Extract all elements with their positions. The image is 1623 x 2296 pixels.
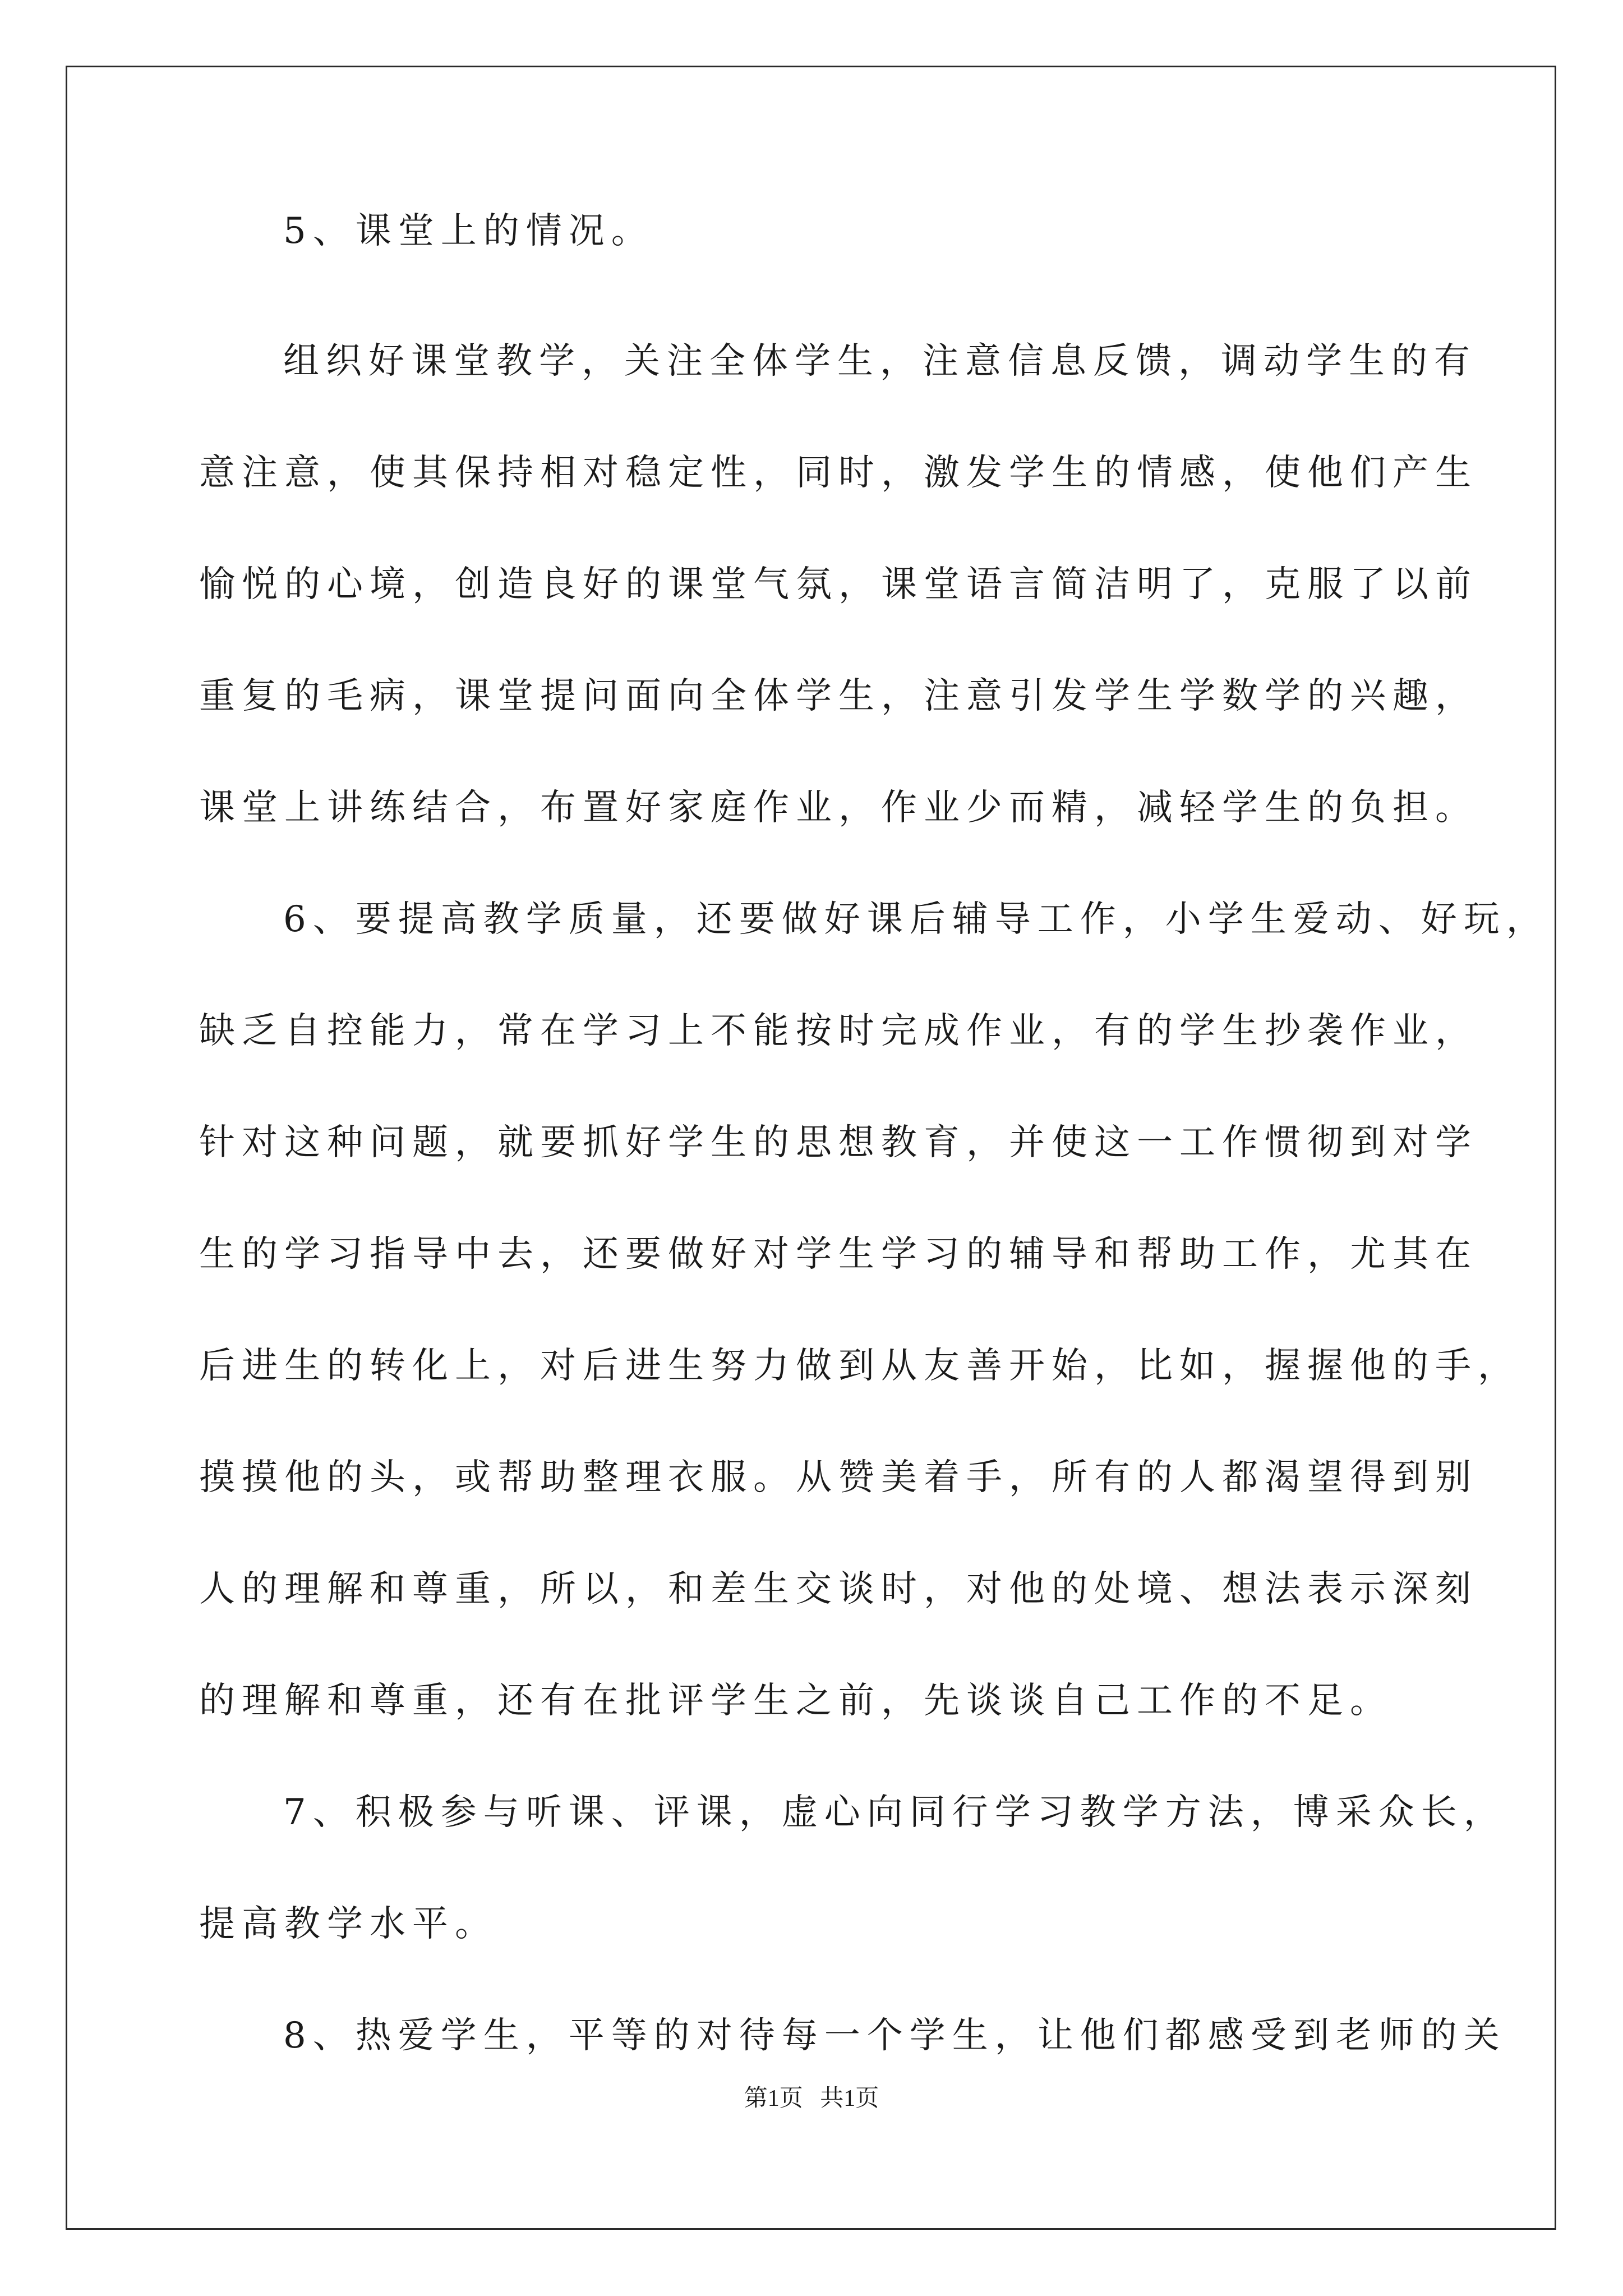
paragraph-line: 愉悦的心境，创造良好的课堂气氛，课堂语言简洁明了，克服了以前 — [199, 564, 1478, 605]
paragraph-line: 生的学习指导中去，还要做好对学生学习的辅导和帮助工作，尤其在 — [199, 1234, 1478, 1275]
paragraph-line: 摸摸他的头，或帮助整理衣服。从赞美着手，所有的人都渴望得到别 — [199, 1457, 1478, 1498]
paragraph-line: 意注意，使其保持相对稳定性，同时，激发学生的情感，使他们产生 — [199, 452, 1478, 494]
page-total: 共1页 — [820, 2086, 879, 2111]
paragraph-line: 重复的毛病，课堂提问面向全体学生，注意引发学生学数学的兴趣， — [199, 675, 1478, 717]
paragraph-line: 7、积极参与听课、评课，虚心向同行学习教学方法，博采众长， — [283, 1792, 1506, 1833]
paragraph-line: 针对这种问题，就要抓好学生的思想教育，并使这一工作惯彻到对学 — [199, 1122, 1478, 1163]
paragraph-line: 缺乏自控能力，常在学习上不能按时完成作业，有的学生抄袭作业， — [199, 1010, 1478, 1052]
paragraph-line: 课堂上讲练结合，布置好家庭作业，作业少而精，减轻学生的负担。 — [199, 787, 1478, 829]
paragraph-line: 人的理解和尊重，所以，和差生交谈时，对他的处境、想法表示深刻 — [199, 1568, 1478, 1610]
paragraph-line: 提高教学水平。 — [199, 1903, 497, 1945]
paragraph-line: 的理解和尊重，还有在批评学生之前，先谈谈自己工作的不足。 — [199, 1680, 1393, 1722]
page-number: 第1页 — [744, 2086, 803, 2111]
paragraph-line: 后进生的转化上，对后进生努力做到从友善开始，比如，握握他的手， — [199, 1345, 1520, 1387]
paragraph-line: 6、要提高教学质量，还要做好课后辅导工作，小学生爱动、好玩， — [283, 899, 1549, 940]
paragraph-line: 组织好课堂教学，关注全体学生，注意信息反馈，调动学生的有 — [283, 341, 1477, 382]
paragraph-line: 8、热爱学生，平等的对待每一个学生，让他们都感受到老师的关 — [283, 2015, 1506, 2056]
paragraph-line: 5、课堂上的情况。 — [283, 210, 654, 252]
page-footer — [0, 2087, 1623, 2110]
